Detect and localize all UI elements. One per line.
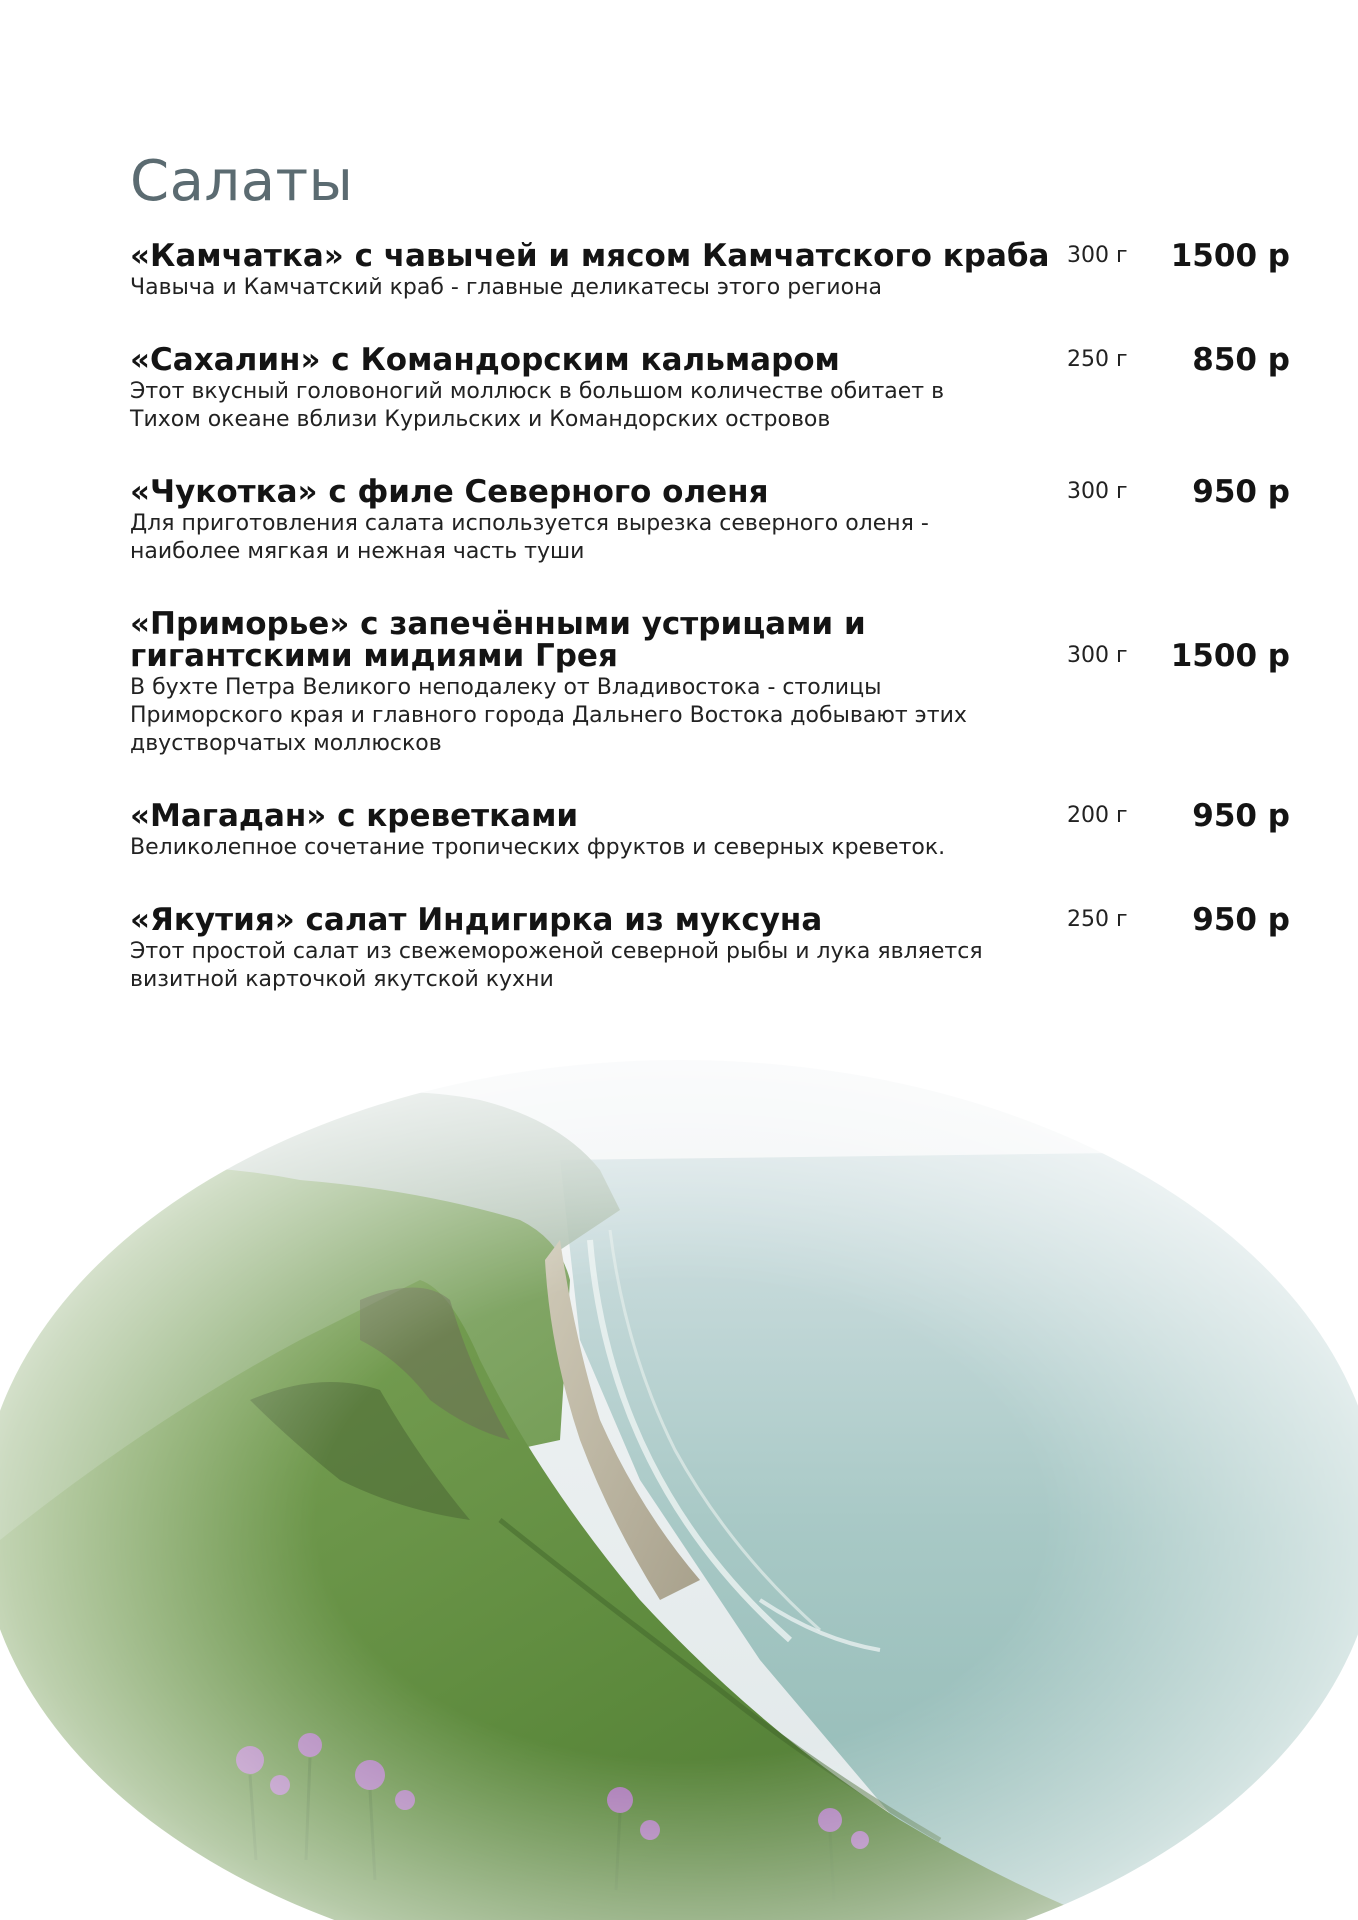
menu-item-text [130,608,1060,758]
menu-item-description: Этот простой салат из свежемороженой северной рыбы и лука является визитной карточкой якутской кухни [130,939,983,992]
menu-item [130,240,1290,302]
menu-item-name: «Приморье» с запечёнными устрицами и гигантскими мидиями Грея [130,606,866,674]
menu-item-description: Этот вкусный головоногий моллюск в большом количестве обитает в Тихом океане вблизи Курильских и Командорских островов [130,379,945,432]
menu-item-name: «Якутия» салат Индигирка из муксуна [130,902,823,938]
menu-item [130,904,1290,994]
menu-item-text [130,476,1060,566]
menu-item-description: Чавыча и Камчатский краб - главные деликатесы этого региона [130,275,882,300]
menu-item-weight: 300 г [1067,643,1128,668]
menu-item [130,476,1290,566]
menu-item-weight: 300 г [1067,479,1128,504]
menu-item-weight: 250 г [1067,907,1128,932]
menu-item-price: 950 р [1192,474,1290,510]
section-title: Салаты [130,149,354,214]
menu-item-weight: 200 г [1067,803,1128,828]
menu-item-description: Для приготовления салата используется вырезка северного оленя - наиболее мягкая и нежная часть туши [130,511,929,564]
menu-item-text [130,240,1060,302]
menu-item [130,344,1290,434]
menu-item-text [130,800,1060,862]
menu-item-price: 950 р [1192,902,1290,938]
menu-item-weight: 250 г [1067,347,1128,372]
menu-item-price: 850 р [1192,342,1290,378]
menu-item [130,608,1290,758]
menu-item-price: 1500 р [1170,238,1290,274]
menu-item-price: 950 р [1192,798,1290,834]
menu-item-weight: 300 г [1067,243,1128,268]
menu-item-name: «Камчатка» с чавычей и мясом Камчатского краба [130,238,1050,274]
menu-item-name: «Магадан» с креветками [130,798,579,834]
menu-list [130,240,1290,1036]
coastal-landscape-image [0,1040,1358,1920]
menu-item [130,800,1290,862]
menu-item-name: «Сахалин» с Командорским кальмаром [130,342,840,378]
menu-item-text [130,904,1060,994]
menu-item-text [130,344,1060,434]
menu-item-price: 1500 р [1170,638,1290,674]
menu-item-name: «Чукотка» с филе Северного оленя [130,474,769,510]
menu-item-description: Великолепное сочетание тропических фруктов и северных креветок. [130,835,946,860]
menu-item-description: В бухте Петра Великого неподалеку от Владивостока - столицы Приморского края и главного города Дальнего Востока добывают этих двустворчатых моллюсков [130,675,967,756]
